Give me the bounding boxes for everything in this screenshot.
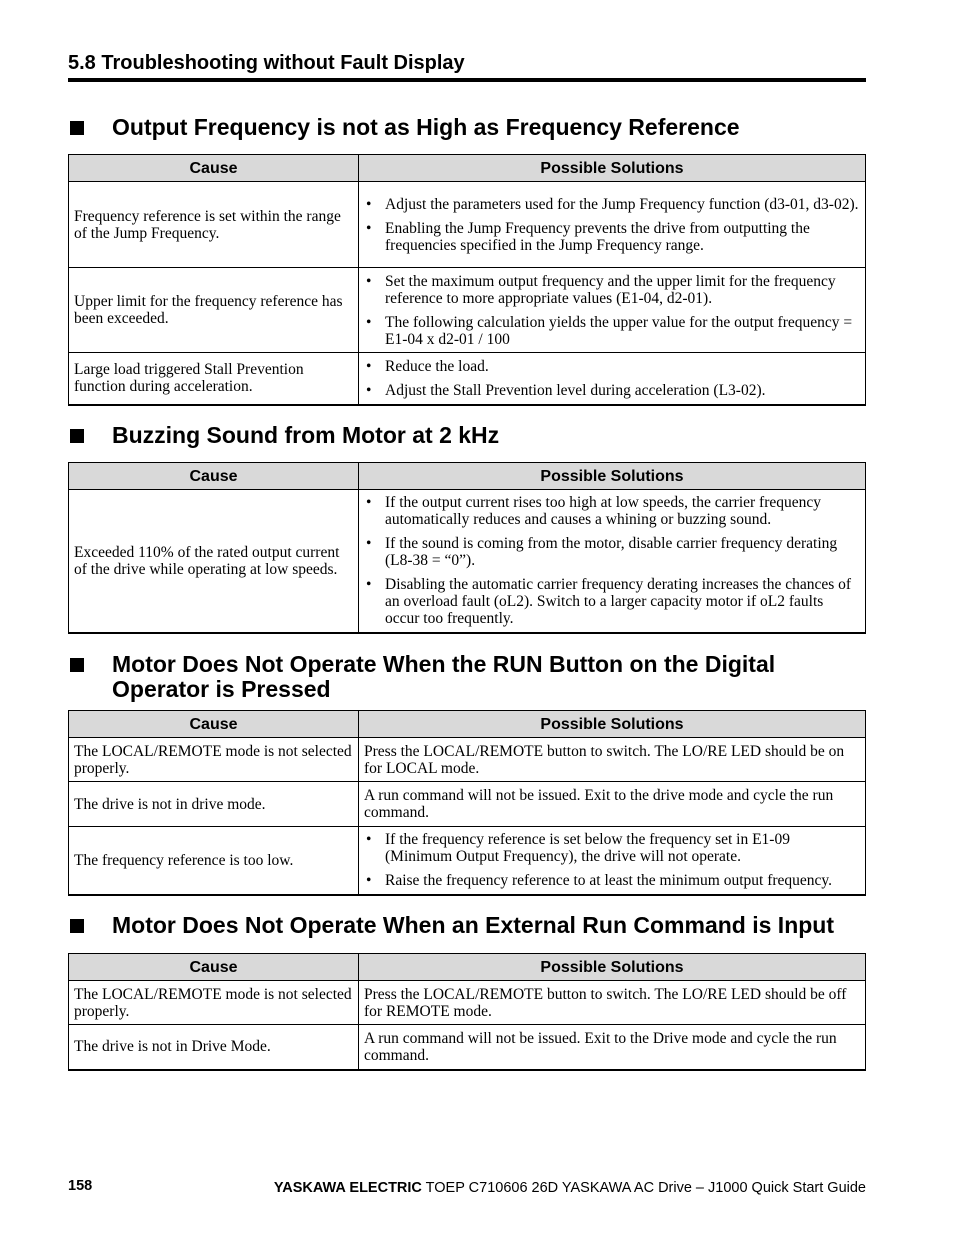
solutions-list — [364, 273, 860, 348]
table-row — [69, 827, 866, 895]
table-header-row — [69, 155, 866, 182]
solutions-list — [364, 196, 860, 254]
table-row — [69, 490, 866, 633]
table-header-row — [69, 463, 866, 490]
heading-square-icon — [70, 658, 84, 672]
footer-doc-title — [274, 1180, 866, 1196]
section-title: Motor Does Not Operate When an External Run Command is Input — [112, 912, 834, 938]
solutions-cell: A run command will not be issued. Exit to the Drive mode and cycle the run command. — [359, 1025, 866, 1070]
table-row — [69, 1025, 866, 1070]
cause-cell: Large load triggered Stall Prevention function during acceleration. — [69, 353, 359, 405]
section-header-rule — [68, 78, 866, 82]
footer-brand: YASKAWA ELECTRIC — [273, 1180, 422, 1196]
cause-column-header: Cause — [69, 155, 359, 182]
section-title: Output Frequency is not as High as Frequency Reference — [112, 114, 740, 140]
solutions-cell — [359, 353, 866, 405]
solution-item: • The following calculation yields the upper value for the output frequency = E1-04 x d2-01 / 100 — [364, 314, 860, 348]
heading-square-icon — [70, 919, 84, 933]
solution-item: • Raise the frequency reference to at least the minimum output frequency. — [364, 872, 860, 889]
solution-item: • Set the maximum output frequency and the upper limit for the frequency reference to more appropriate values (E1-04, d2-01). — [364, 273, 860, 307]
solution-item: • Disabling the automatic carrier frequency derating increases the chances of an overload fault (oL2). Switch to a larger capacity motor if oL2 faults occur too frequently. — [364, 576, 860, 627]
heading-square-icon — [70, 121, 84, 135]
cause-cell: The LOCAL/REMOTE mode is not selected properly. — [69, 981, 359, 1025]
cause-cell: The drive is not in Drive Mode. — [69, 1025, 359, 1070]
solution-item: • If the frequency reference is set below the frequency set in E1-09 (Minimum Output Frequency), the drive will not operate. — [364, 831, 860, 865]
table-header-row — [69, 711, 866, 738]
solution-item: • Enabling the Jump Frequency prevents the drive from outputting the frequencies specified in the Jump Frequency range. — [364, 220, 860, 254]
solutions-list — [364, 358, 860, 399]
footer-doc: TOEP C710606 26D YASKAWA AC Drive – J1000 Quick Start Guide — [421, 1180, 866, 1196]
cause-cell: The LOCAL/REMOTE mode is not selected properly. — [69, 738, 359, 782]
troubleshooting-table — [68, 710, 866, 896]
table-row — [69, 353, 866, 405]
solutions-cell: A run command will not be issued. Exit to the drive mode and cycle the run command. — [359, 782, 866, 827]
solutions-cell: Press the LOCAL/REMOTE button to switch. The LO/RE LED should be off for REMOTE mode. — [359, 981, 866, 1025]
solutions-cell — [359, 490, 866, 633]
cause-cell: Frequency reference is set within the range of the Jump Frequency. — [69, 182, 359, 268]
table-row — [69, 268, 866, 353]
cause-column-header: Cause — [69, 954, 359, 981]
section-output-frequency — [68, 115, 866, 406]
table-row — [69, 782, 866, 827]
solutions-cell: Press the LOCAL/REMOTE button to switch. The LO/RE LED should be on for LOCAL mode. — [359, 738, 866, 782]
section-heading — [68, 913, 866, 938]
solutions-column-header: Possible Solutions — [359, 463, 866, 490]
solutions-list — [364, 494, 860, 627]
table-row — [69, 981, 866, 1025]
table-row — [69, 182, 866, 268]
solution-item: • Adjust the Stall Prevention level during acceleration (L3-02). — [364, 382, 860, 399]
troubleshooting-table — [68, 154, 866, 406]
solutions-column-header: Possible Solutions — [359, 155, 866, 182]
solution-item: • Adjust the parameters used for the Jump Frequency function (d3-01, d3-02). — [364, 196, 860, 213]
cause-column-header: Cause — [69, 463, 359, 490]
section-title: Motor Does Not Operate When the RUN Button on the Digital Operator is Pressed — [112, 651, 776, 702]
section-buzzing-sound — [68, 423, 866, 634]
section-title: Buzzing Sound from Motor at 2 kHz — [112, 422, 500, 448]
cause-cell: The drive is not in drive mode. — [69, 782, 359, 827]
cause-cell: Exceeded 110% of the rated output current of the drive while operating at low speeds. — [69, 490, 359, 633]
section-run-button — [68, 652, 866, 896]
table-row — [69, 738, 866, 782]
solution-item: • Reduce the load. — [364, 358, 860, 375]
solutions-list — [364, 831, 860, 889]
solution-item: • If the sound is coming from the motor, disable carrier frequency derating (L8-38 = “0”). — [364, 535, 860, 569]
section-header — [68, 50, 866, 82]
solution-item: • If the output current rises too high at low speeds, the carrier frequency automatically reduces and causes a whining or buzzing sound. — [364, 494, 860, 528]
section-heading — [68, 115, 866, 140]
cause-cell: The frequency reference is too low. — [69, 827, 359, 895]
solutions-cell — [359, 827, 866, 895]
heading-square-icon — [70, 429, 84, 443]
troubleshooting-table — [68, 953, 866, 1071]
solutions-cell — [359, 268, 866, 353]
troubleshooting-table — [68, 462, 866, 634]
section-header-title: 5.8 Troubleshooting without Fault Display — [68, 52, 465, 74]
cause-cell: Upper limit for the frequency reference has been exceeded. — [69, 268, 359, 353]
section-heading — [68, 652, 866, 702]
section-external-run — [68, 913, 866, 1071]
table-header-row — [69, 954, 866, 981]
section-heading — [68, 423, 866, 448]
cause-column-header: Cause — [69, 711, 359, 738]
solutions-cell — [359, 182, 866, 268]
solutions-column-header: Possible Solutions — [359, 711, 866, 738]
page-number: 158 — [68, 1178, 93, 1194]
solutions-column-header: Possible Solutions — [359, 954, 866, 981]
